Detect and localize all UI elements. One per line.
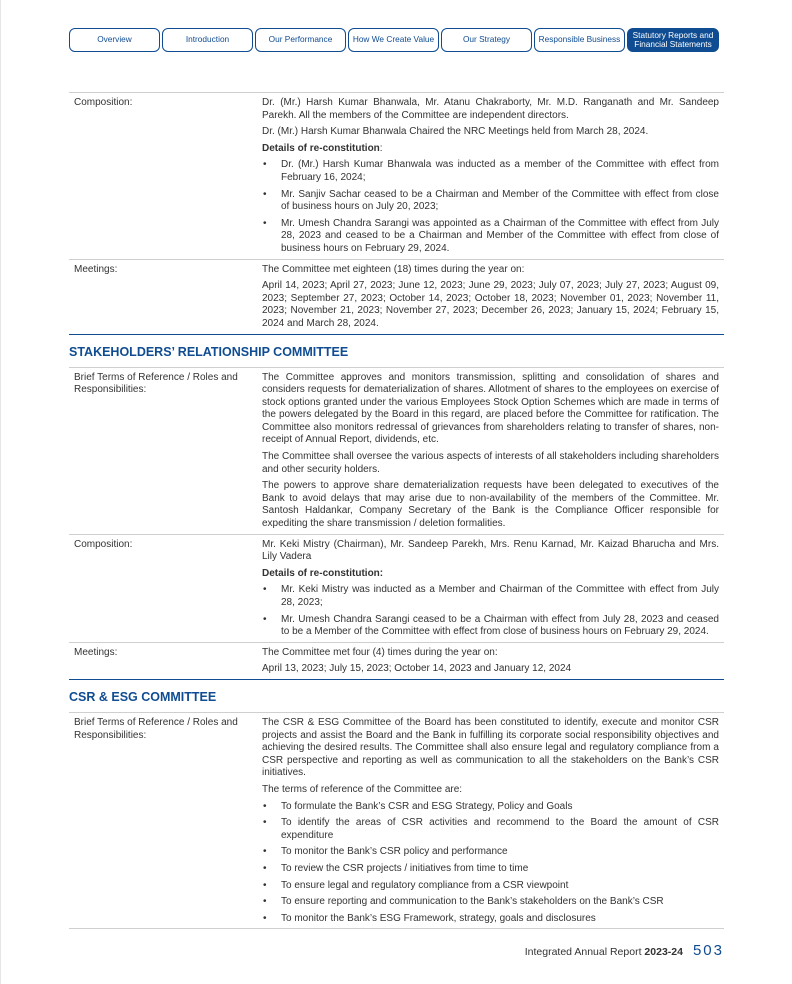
reconstitution-list xyxy=(262,159,719,255)
meetings-dates: April 14, 2023; April 27, 2023; June 12, 2023; June 29, 2023; July 07, 2023; July 27, 2023; August 09, 2023; September 27, 2023; October 14, 2023; October 18, 2023; November 01, 2023; November 11, 2023; November 21, 2023; November 27, 2023; December 26, 2023; January 15, 2024; February 15, 2024 and March 28, 2024. xyxy=(262,280,719,329)
table-row xyxy=(69,367,724,534)
reconstitution-list xyxy=(262,584,719,638)
list-item: • To monitor the Bank’s ESG Framework, strategy, goals and disclosures xyxy=(262,913,719,926)
terms-list xyxy=(262,801,719,926)
list-item: • To formulate the Bank’s CSR and ESG Strategy, Policy and Goals xyxy=(262,801,719,814)
chair-text: Dr. (Mr.) Harsh Kumar Bhanwala Chaired the NRC Meetings held from March 28, 2024. xyxy=(262,126,649,138)
list-item: • Mr. Umesh Chandra Sarangi ceased to be a Chairman with effect from July 28, 2023 and ceased to be a Member of the Committee with effect from close of business hours on February 29, 2024. xyxy=(262,614,719,639)
row-label: Composition: xyxy=(69,93,257,260)
page-content xyxy=(69,92,724,929)
row-value xyxy=(257,93,724,260)
row-label: Brief Terms of Reference / Roles and Responsibilities: xyxy=(69,712,257,928)
tab-responsible-business[interactable]: Responsible Business xyxy=(534,28,625,52)
reconstitution-heading: Details of re-constitution: xyxy=(262,567,384,579)
page-footer xyxy=(525,942,724,959)
tab-how-we-create-value[interactable]: How We Create Value xyxy=(348,28,439,52)
csr-table-wrap xyxy=(69,712,724,929)
meetings-intro: The Committee met eighteen (18) times during the year on: xyxy=(262,263,525,275)
list-item: • To ensure reporting and communication to the Bank’s stakeholders on the Bank’s CSR xyxy=(262,896,719,909)
page-edge-rule xyxy=(0,0,1,984)
src-table xyxy=(69,367,724,679)
meetings-dates: April 13, 2023; July 15, 2023; October 14, 2023 and January 12, 2024 xyxy=(262,663,572,675)
list-item: • Mr. Keki Mistry was inducted as a Member and Chairman of the Committee with effect from July 28, 2023; xyxy=(262,584,719,609)
terms-text: The powers to approve share dematerialization requests have been delegated to executives of the Bank to avoid delays that may arise due to non-availability of the members of the Committee. Mr. Santosh Haldankar, Company Secretary of the Bank is the Compliance Officer responsible for expediting the share transmission / deletion formalities. xyxy=(262,480,719,530)
row-value xyxy=(257,259,724,333)
nrc-table xyxy=(69,92,724,334)
list-item: • To ensure legal and regulatory compliance from a CSR viewpoint xyxy=(262,880,719,893)
nrc-table-wrap xyxy=(69,92,724,335)
composition-text: Dr. (Mr.) Harsh Kumar Bhanwala, Mr. Atanu Chakraborty, Mr. M.D. Ranganath and Mr. Sandeep Parekh. All the members of the Committee are independent directors. xyxy=(262,97,719,121)
row-value xyxy=(257,367,724,534)
row-value xyxy=(257,534,724,642)
terms-text: The Committee shall oversee the various aspects of interests of all stakeholders including shareholders and other security holders. xyxy=(262,451,719,475)
terms-intro: The terms of reference of the Committee are: xyxy=(262,783,463,795)
row-label: Meetings: xyxy=(69,642,257,679)
section-title-stakeholders: STAKEHOLDERS’ RELATIONSHIP COMMITTEE xyxy=(69,344,349,359)
tab-statutory-reports[interactable]: Statutory Reports and Financial Statements xyxy=(627,28,719,52)
tab-our-performance[interactable]: Our Performance xyxy=(255,28,346,52)
tab-overview[interactable]: Overview xyxy=(69,28,160,52)
list-item: • To review the CSR projects / initiatives from time to time xyxy=(262,863,719,876)
row-value xyxy=(257,642,724,679)
list-item: • Mr. Umesh Chandra Sarangi was appointed as a Chairman of the Committee with effect from July 28, 2023 and ceased to be a Chairman and Member of the Committee with effect from close of business hours on February 29, 2024. xyxy=(262,218,719,256)
row-value xyxy=(257,712,724,928)
meetings-intro: The Committee met four (4) times during the year on: xyxy=(262,646,498,658)
table-row xyxy=(69,259,724,333)
list-item: • Mr. Sanjiv Sachar ceased to be a Chairman and Member of the Committee with effect from close of business hours on July 20, 2023; xyxy=(262,189,719,214)
list-item: • Dr. (Mr.) Harsh Kumar Bhanwala was inducted as a member of the Committee with effect from February 16, 2024; xyxy=(262,159,719,184)
row-label: Meetings: xyxy=(69,259,257,333)
section-title-csr-esg: CSR & ESG COMMITTEE xyxy=(69,689,217,704)
reconstitution-heading: Details of re-constitution: xyxy=(262,142,383,154)
src-table-wrap xyxy=(69,367,724,680)
top-navigation xyxy=(69,28,725,52)
report-title: Integrated Annual Report 2023-24 xyxy=(524,946,683,958)
table-row xyxy=(69,534,724,642)
table-row xyxy=(69,712,724,928)
list-item: • To identify the areas of CSR activities and recommend to the Board the amount of CSR expenditure xyxy=(262,817,719,842)
terms-text: The CSR & ESG Committee of the Board has been constituted to identify, execute and monitor CSR projects and assist the Board and the Bank in fulfilling its corporate social responsibility objectives and achieving the desired results. The Committee shall also ensure legal and regulatory compliance from a CSR perspective and reporting as well as communication to all the stakeholders on the Bank’s CSR initiatives. xyxy=(262,716,719,779)
terms-text: The Committee approves and monitors transmission, splitting and consolidation of shares and considers requests for dematerialization of shares. Allotment of shares to the employees on exercise of stock options granted under the various Employees Stock Option Schemes which are made in terms of the powers delegated by the Board in this regard, are placed before the Committee for ratification. The Committee also monitors redressal of grievances from shareholders relating to transfer of shares, non-receipt of Annual Report, dividends, etc. xyxy=(262,371,719,446)
csr-table xyxy=(69,712,724,928)
row-label: Brief Terms of Reference / Roles and Responsibilities: xyxy=(69,367,257,534)
tab-introduction[interactable]: Introduction xyxy=(162,28,253,52)
list-item: • To monitor the Bank’s CSR policy and performance xyxy=(262,846,719,859)
table-row xyxy=(69,642,724,679)
composition-text: Mr. Keki Mistry (Chairman), Mr. Sandeep Parekh, Mrs. Renu Karnad, Mr. Kaizad Bharucha and Mrs. Lily Vadera xyxy=(262,538,719,563)
tab-our-strategy[interactable]: Our Strategy xyxy=(441,28,532,52)
page-number: 503 xyxy=(692,942,724,959)
table-row xyxy=(69,93,724,260)
row-label: Composition: xyxy=(69,534,257,642)
